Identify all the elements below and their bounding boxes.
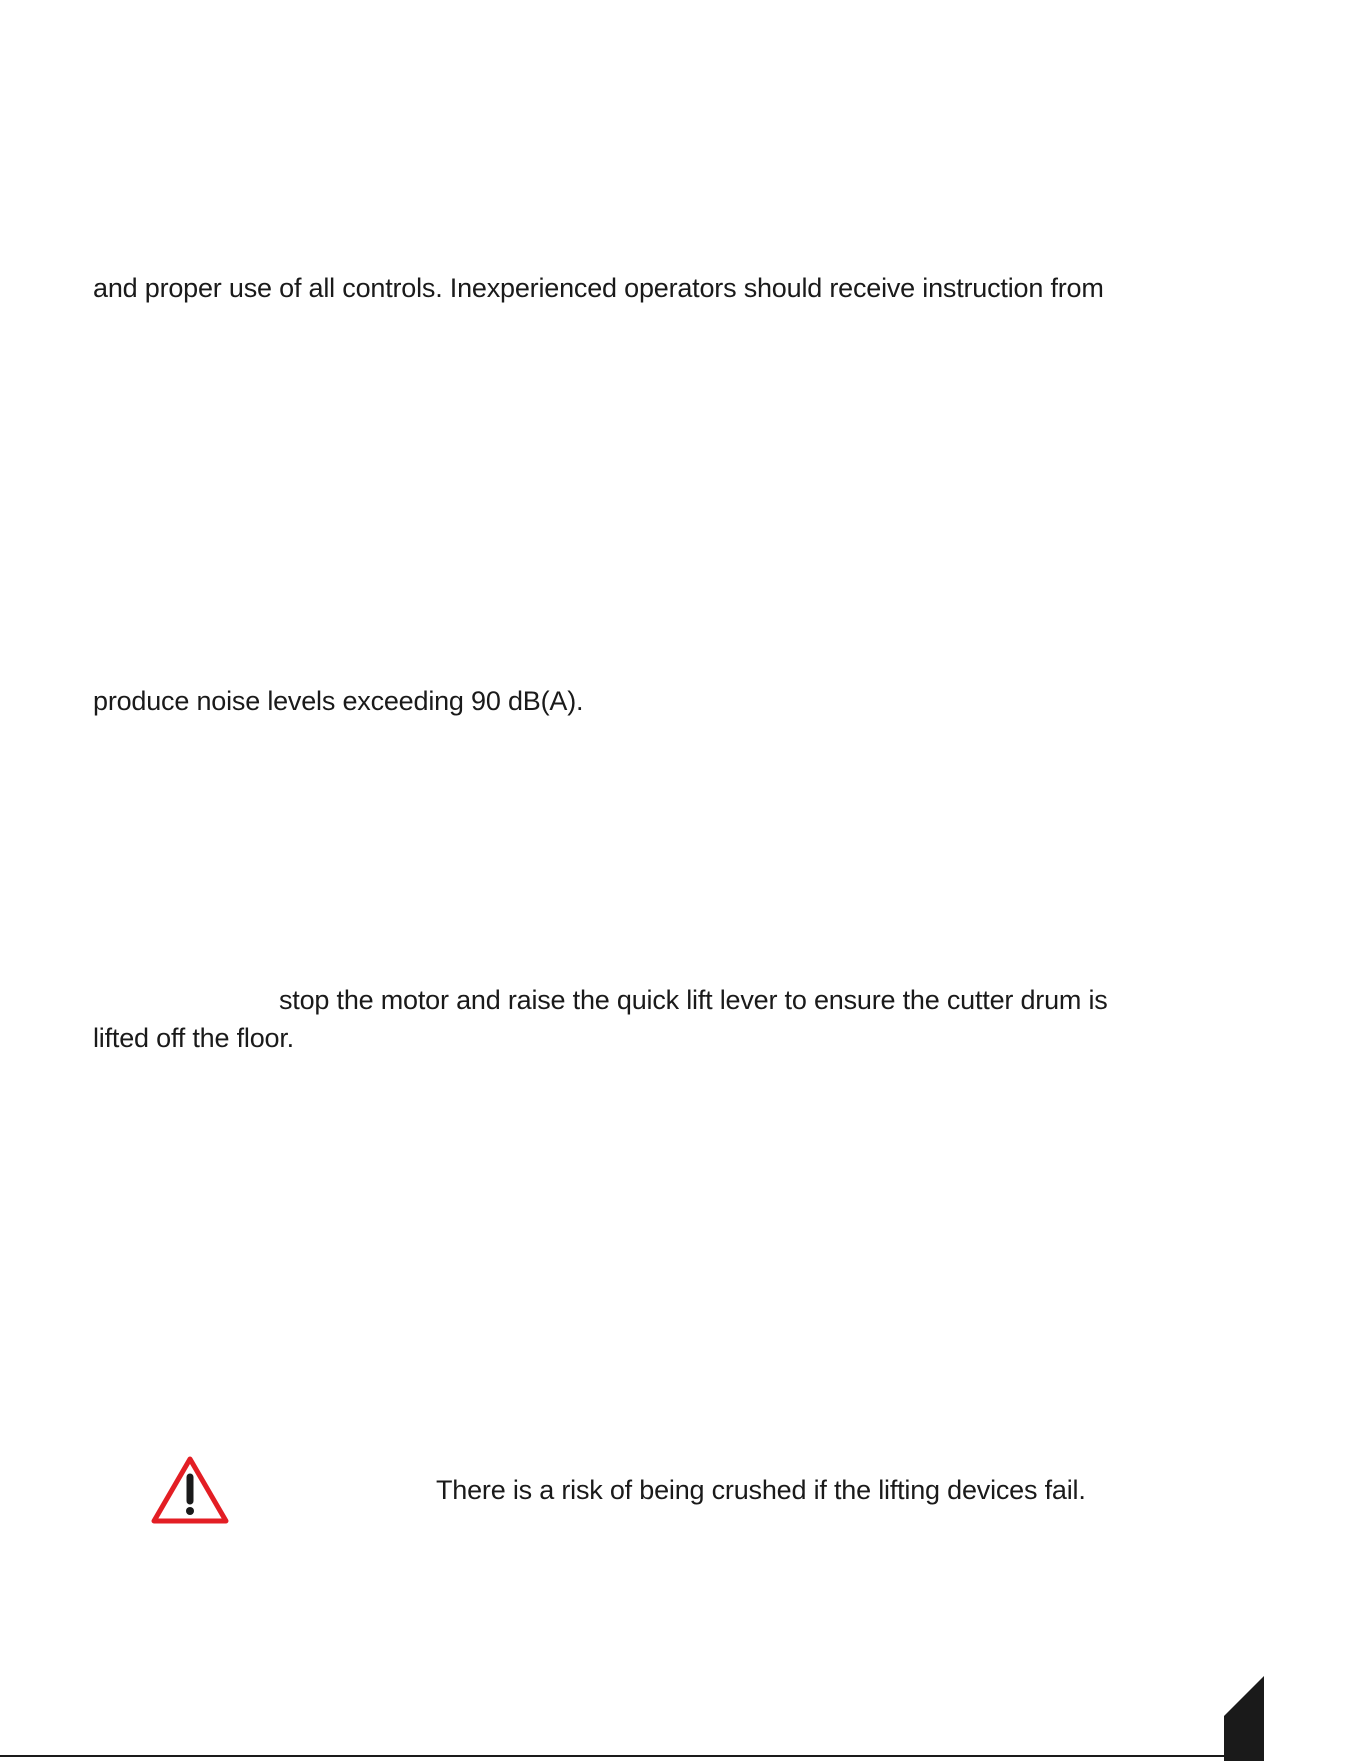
paragraph-line-controls: and proper use of all controls. Inexperienced operators should receive instruction from [93,273,1104,303]
paragraph-line-stop-motor: stop the motor and raise the quick lift lever to ensure the cutter drum is [279,985,1108,1015]
warning-text: There is a risk of being crushed if the lifting devices fail. [436,1475,1086,1505]
warning-triangle-icon [150,1455,230,1525]
paragraph-line-lifted: lifted off the floor. [93,1023,294,1053]
bottom-rule [0,1755,1224,1757]
paragraph-line-noise: produce noise levels exceeding 90 dB(A). [93,686,584,716]
page-corner-tab [1224,1676,1264,1761]
